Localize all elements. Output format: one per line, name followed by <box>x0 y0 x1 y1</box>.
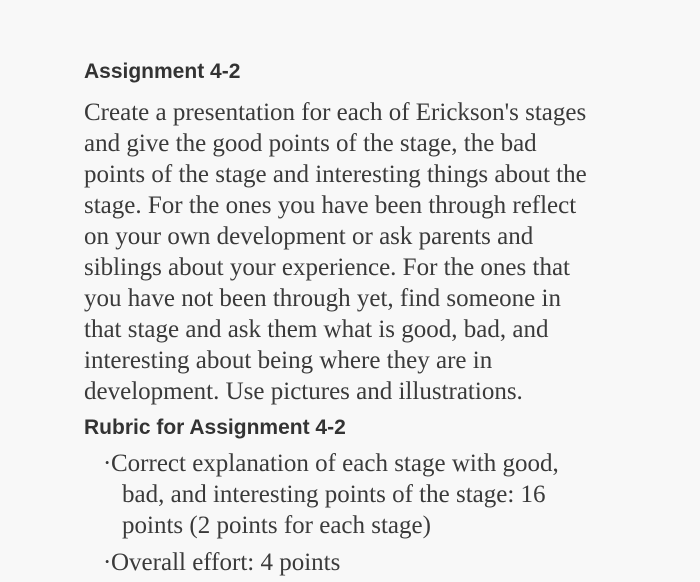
paragraph-line: on your own development or ask parents and <box>84 223 534 250</box>
list-item <box>84 448 650 541</box>
paragraph-line: Create a presentation for each of Erickson's stages <box>84 99 587 126</box>
rubric-list <box>84 448 650 578</box>
assignment-heading: Assignment 4-2 <box>84 60 241 83</box>
bullet-icon: · <box>103 450 112 477</box>
bullet-text: Correct explanation of each stage with good, <box>111 450 559 477</box>
bullet-line <box>103 448 650 479</box>
paragraph-line: points of the stage and interesting things about the <box>84 161 587 188</box>
bullet-line: bad, and interesting points of the stage: 16 <box>122 481 546 508</box>
paragraph-line: stage. For the ones you have been through reflect <box>84 192 577 219</box>
list-item <box>84 547 650 578</box>
paragraph-line: and give the good points of the stage, the bad <box>84 130 537 157</box>
bullet-line <box>103 547 650 578</box>
bullet-icon: · <box>103 549 112 576</box>
bullet-text: Overall effort: 4 points <box>111 549 341 576</box>
paragraph-line: development. Use pictures and illustrations. <box>84 378 523 405</box>
paragraph-line: you have not been through yet, find someone in <box>84 285 561 312</box>
paragraph-line: interesting about being where they are in <box>84 347 493 374</box>
bullet-line: points (2 points for each stage) <box>122 512 431 539</box>
assignment-description <box>84 97 650 407</box>
paragraph-line: siblings about your experience. For the ones that <box>84 254 570 281</box>
paragraph-line: that stage and ask them what is good, bad, and <box>84 316 549 343</box>
rubric-heading: Rubric for Assignment 4-2 <box>84 416 346 439</box>
